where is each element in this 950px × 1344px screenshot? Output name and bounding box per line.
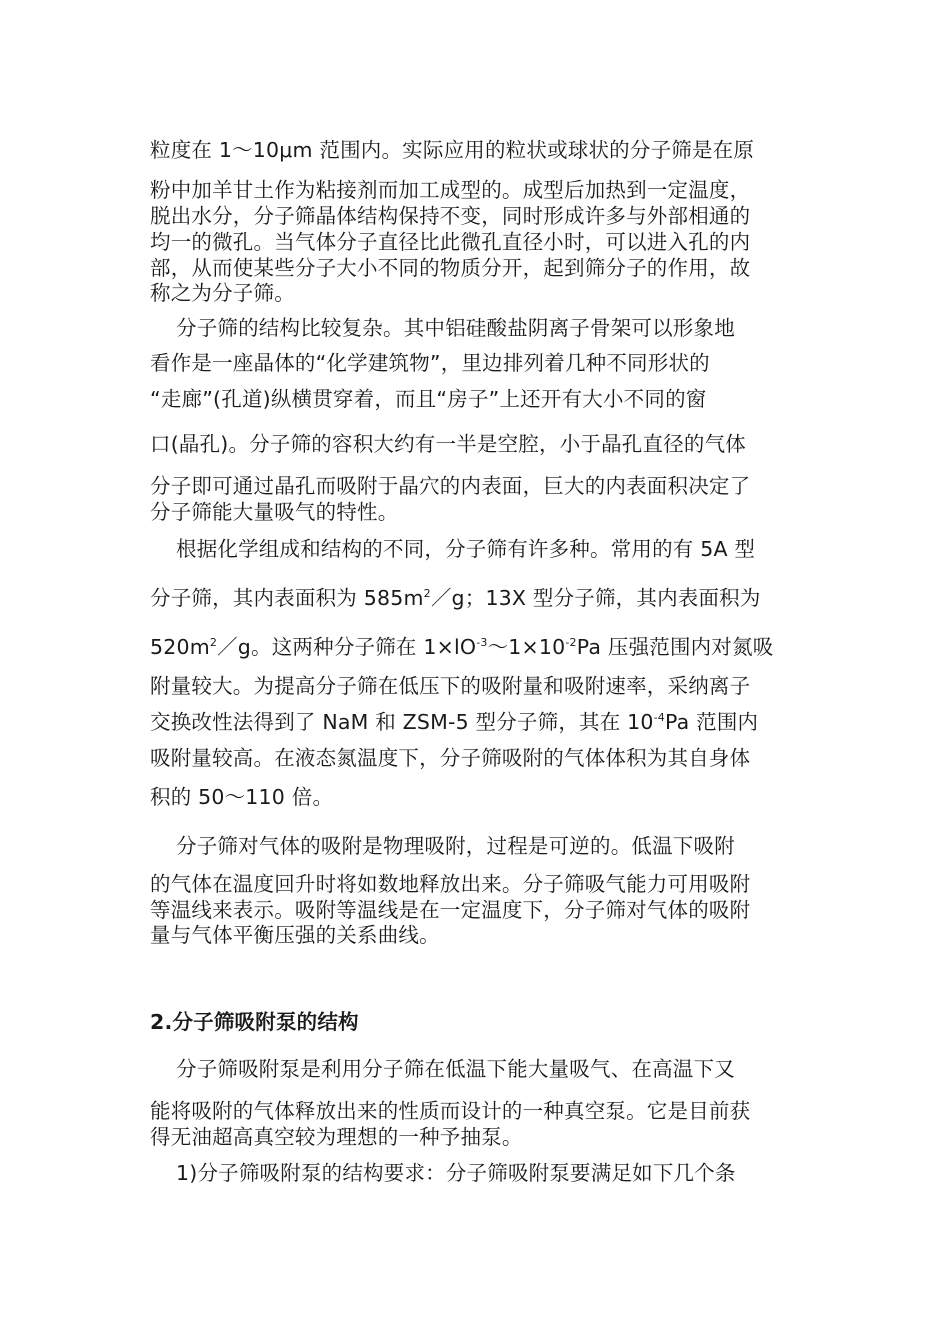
- body-text-line: 口(晶孔)。分子筛的容积大约有一半是空腔，小于晶孔直径的气体: [150, 432, 746, 456]
- body-text-line: 等温线来表示。吸附等温线是在一定温度下，分子筛对气体的吸附: [150, 898, 751, 922]
- body-text-line: 吸附量较高。在液态氮温度下，分子筛吸附的气体体积为其自身体: [150, 746, 751, 770]
- body-text-line: 分子筛的结构比较复杂。其中铝硅酸盐阴离子骨架可以形象地: [176, 316, 735, 340]
- body-text-line: 分子筛吸附泵是利用分子筛在低温下能大量吸气、在高温下又: [176, 1057, 735, 1081]
- body-text-line: 称之为分子筛。: [150, 281, 295, 305]
- body-text-line: 均一的微孔。当气体分子直径比此微孔直径小时，可以进入孔的内: [150, 230, 751, 254]
- section-heading: 2.分子筛吸附泵的结构: [150, 1010, 359, 1034]
- body-text-line: 根据化学组成和结构的不同，分子筛有许多种。常用的有 5A 型: [176, 537, 756, 561]
- body-text-line: 能将吸附的气体释放出来的性质而设计的一种真空泵。它是目前获: [150, 1099, 751, 1123]
- body-text-line: 的气体在温度回升时将如数地释放出来。分子筛吸气能力可用吸附: [150, 872, 751, 896]
- body-text-line: 分子筛对气体的吸附是物理吸附，过程是可逆的。低温下吸附: [176, 834, 735, 858]
- body-text-line: 得无油超高真空较为理想的一种予抽泵。: [150, 1125, 523, 1149]
- body-text-line: “走廊”(孔道)纵横贯穿着，而且“房子”上还开有大小不同的窗: [150, 387, 707, 411]
- body-text-line: 积的 50～110 倍。: [150, 785, 334, 809]
- body-text-line: 量与气体平衡压强的关系曲线。: [150, 923, 440, 947]
- body-text-line: $520m^2/g$。这两种分子筛在 $1\times lO^{-3}\sim 1\times 10^{-2}Pa$ 压强范围内对氮吸: [150, 635, 774, 659]
- body-text-line: 脱出水分，分子筛晶体结构保持不变，同时形成许多与外部相通的: [150, 204, 751, 228]
- body-text-line: 看作是一座晶体的“化学建筑物”，里边排列着几种不同形状的: [150, 351, 710, 375]
- body-text-line: 部，从而使某些分子大小不同的物质分开，起到筛分子的作用，故: [150, 256, 751, 280]
- body-text-line: 分子筛，其内表面积为 $585m^2/g$；13X 型分子筛，其内表面积为: [150, 586, 761, 610]
- body-text-line: 附量较大。为提高分子筛在低压下的吸附量和吸附速率，采纳离子: [150, 674, 751, 698]
- body-text-line: 交换改性法得到了 NaM 和 ZSM-5 型分子筛，其在 $10^{-4}Pa$ 范围内: [150, 710, 759, 734]
- body-text-line: 粒度在 1～10μm 范围内。实际应用的粒状或球状的分子筛是在原: [150, 138, 755, 162]
- body-text-line: 分子即可通过晶孔而吸附于晶穴的内表面，巨大的内表面积决定了: [150, 474, 751, 498]
- body-text-line: 分子筛能大量吸气的特性。: [150, 500, 399, 524]
- body-text-line: 粉中加羊甘土作为粘接剂而加工成型的。成型后加热到一定温度，: [150, 178, 751, 202]
- body-text-line: 1)分子筛吸附泵的结构要求：分子筛吸附泵要满足如下几个条: [176, 1161, 736, 1185]
